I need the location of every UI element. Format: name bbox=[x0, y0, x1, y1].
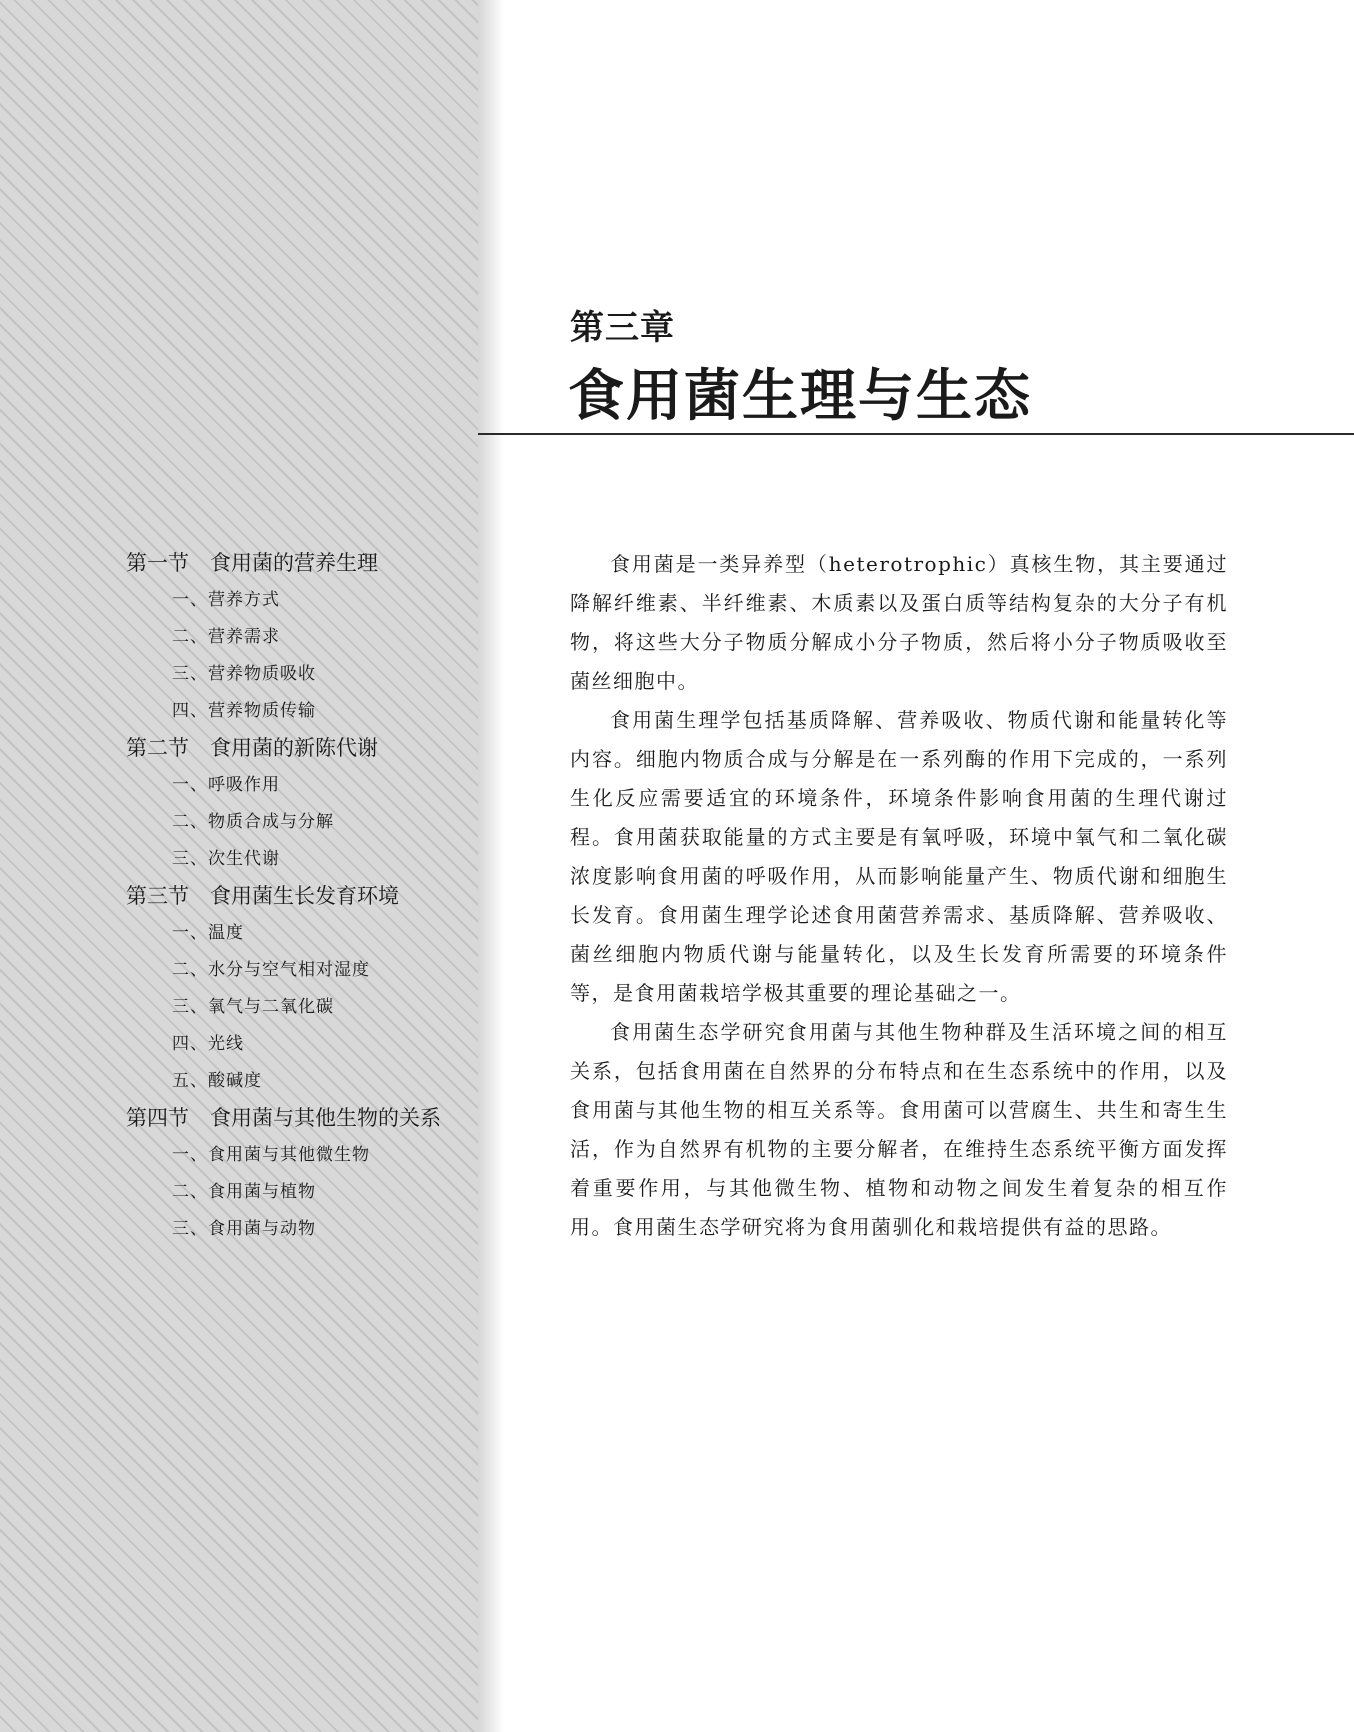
toc-section-4 bbox=[126, 1100, 471, 1248]
toc-item: 五、酸碱度 bbox=[172, 1071, 262, 1091]
sidebar-shadow bbox=[478, 0, 504, 1732]
toc-section-title: 第二节 食用菌的新陈代谢 bbox=[126, 736, 378, 760]
toc-item: 三、次生代谢 bbox=[172, 849, 280, 869]
chapter-title: 食用菌生理与生态 bbox=[568, 363, 1032, 429]
toc-item: 一、温度 bbox=[172, 923, 244, 943]
toc-section-title: 第一节 食用菌的营养生理 bbox=[126, 551, 378, 575]
toc-section-1 bbox=[126, 545, 471, 730]
toc-item: 二、营养需求 bbox=[172, 627, 280, 647]
toc-item: 四、营养物质传输 bbox=[172, 701, 316, 721]
toc-item: 二、食用菌与植物 bbox=[172, 1182, 316, 1202]
toc-section-2 bbox=[126, 730, 471, 878]
toc-item: 一、营养方式 bbox=[172, 590, 280, 610]
toc-item: 四、光线 bbox=[172, 1034, 244, 1054]
toc-item: 二、水分与空气相对湿度 bbox=[172, 960, 370, 980]
toc-item: 三、食用菌与动物 bbox=[172, 1219, 316, 1239]
table-of-contents bbox=[126, 545, 471, 1248]
toc-section-title: 第三节 食用菌生长发育环境 bbox=[126, 884, 399, 908]
toc-section-3 bbox=[126, 878, 471, 1100]
chapter-number: 第三章 bbox=[570, 308, 675, 348]
chapter-introduction bbox=[570, 545, 1228, 1247]
body-paragraph: 食用菌生理学包括基质降解、营养吸收、物质代谢和能量转化等内容。细胞内物质合成与分解是在一系列酶的作用下完成的，一系列生化反应需要适宜的环境条件，环境条件影响食用菌的生理代谢过程。食用菌获取能量的方式主要是有氧呼吸，环境中氧气和二氧化碳浓度影响食用菌的呼吸作用，从而影响能量产生、物质代谢和细胞生长发育。食用菌生理学论述食用菌营养需求、基质降解、营养吸收、菌丝细胞内物质代谢与能量转化，以及生长发育所需要的环境条件等，是食用菌栽培学极其重要的理论基础之一。 bbox=[570, 708, 1228, 1005]
toc-item: 二、物质合成与分解 bbox=[172, 812, 334, 832]
toc-section-title: 第四节 食用菌与其他生物的关系 bbox=[126, 1106, 441, 1130]
title-divider bbox=[478, 433, 1354, 435]
toc-item: 一、呼吸作用 bbox=[172, 775, 280, 795]
body-paragraph: 食用菌生态学研究食用菌与其他生物种群及生活环境之间的相互关系，包括食用菌在自然界的分布特点和在生态系统中的作用，以及食用菌与其他生物的相互关系等。食用菌可以营腐生、共生和寄生生活，作为自然界有机物的主要分解者，在维持生态系统平衡方面发挥着重要作用，与其他微生物、植物和动物之间发生着复杂的相互作用。食用菌生态学研究将为食用菌驯化和栽培提供有益的思路。 bbox=[570, 1020, 1228, 1239]
toc-item: 三、营养物质吸收 bbox=[172, 664, 316, 684]
toc-item: 三、氧气与二氧化碳 bbox=[172, 997, 334, 1017]
body-paragraph: 食用菌是一类异养型（heterotrophic）真核生物，其主要通过降解纤维素、半纤维素、木质素以及蛋白质等结构复杂的大分子有机物，将这些大分子物质分解成小分子物质，然后将小分子物质吸收至菌丝细胞中。 bbox=[570, 552, 1228, 693]
toc-item: 一、食用菌与其他微生物 bbox=[172, 1145, 370, 1165]
